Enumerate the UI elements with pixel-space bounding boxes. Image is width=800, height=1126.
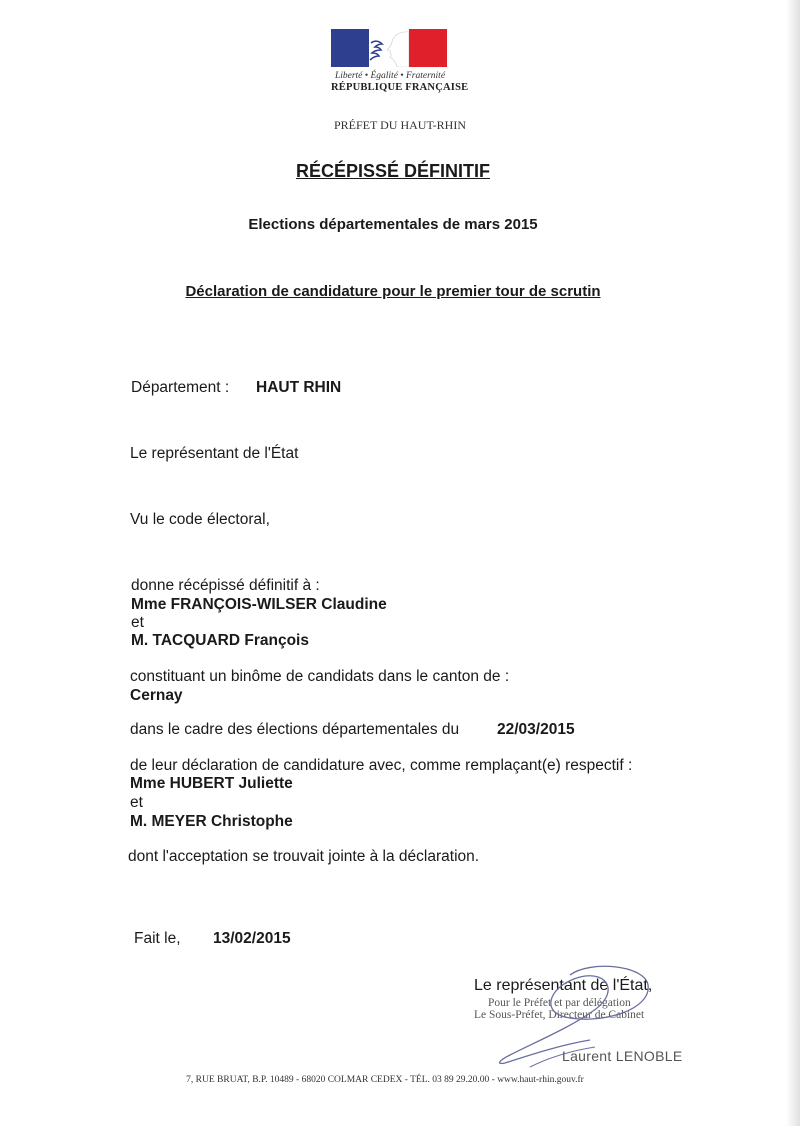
- signature-title: Le représentant de l'État,: [474, 977, 653, 994]
- prefet-heading: PRÉFET DU HAUT-RHIN: [333, 118, 466, 132]
- canton-value: Cernay: [130, 687, 183, 704]
- et-connector-1: et: [131, 614, 144, 631]
- logo-republic-text: RÉPUBLIQUE FRANÇAISE: [331, 82, 469, 93]
- et-connector-2: et: [130, 794, 143, 811]
- declaration-text: de leur déclaration de candidature avec, comme remplaçant(e) respectif :: [130, 757, 633, 774]
- acceptation-text: dont l'acceptation se trouvait jointe à la déclaration.: [128, 848, 480, 865]
- logo-motto: Liberté • Égalité • Fraternité: [334, 71, 446, 81]
- constituant-text: constituant un binôme de candidats dans le canton de :: [130, 668, 510, 685]
- departement-value: HAUT RHIN: [256, 379, 342, 396]
- representant-text: Le représentant de l'État: [130, 445, 299, 462]
- election-date: 22/03/2015: [497, 721, 575, 738]
- vu-code-text: Vu le code électoral,: [130, 511, 270, 528]
- page-edge-shadow: [786, 0, 800, 1126]
- marianne-flag-icon: [331, 29, 447, 67]
- document-subtitle-declaration: Déclaration de candidature pour le premier tour de scrutin: [185, 283, 601, 300]
- document-title: RÉCÉPISSÉ DÉFINITIF: [295, 161, 491, 181]
- donne-recepisse-text: donne récépissé définitif à :: [131, 577, 320, 594]
- fait-le-label: Fait le,: [134, 930, 181, 947]
- footer-address: 7, RUE BRUAT, B.P. 10489 - 68020 COLMAR CEDEX - TÉL. 03 89 29.20.00 - www.haut-rhin.gouv.fr: [186, 1075, 584, 1085]
- signature-stamp-line-1: Pour le Préfet et par délégation: [488, 997, 631, 1009]
- remplacant-2: M. MEYER Christophe: [130, 813, 293, 830]
- remplacant-1: Mme HUBERT Juliette: [130, 775, 293, 792]
- departement-label: Département :: [131, 379, 230, 396]
- fait-le-date: 13/02/2015: [213, 930, 291, 947]
- dans-cadre-text: dans le cadre des élections départementales du: [130, 721, 460, 738]
- signature-stamp-line-2: Le Sous-Préfet, Directeur de Cabinet: [474, 1009, 645, 1021]
- republique-francaise-logo: [331, 29, 469, 93]
- document-subtitle: Elections départementales de mars 2015: [248, 216, 538, 233]
- signatory-name: Laurent LENOBLE: [562, 1048, 683, 1064]
- candidate-2: M. TACQUARD François: [131, 632, 309, 649]
- candidate-1: Mme FRANÇOIS-WILSER Claudine: [131, 596, 387, 613]
